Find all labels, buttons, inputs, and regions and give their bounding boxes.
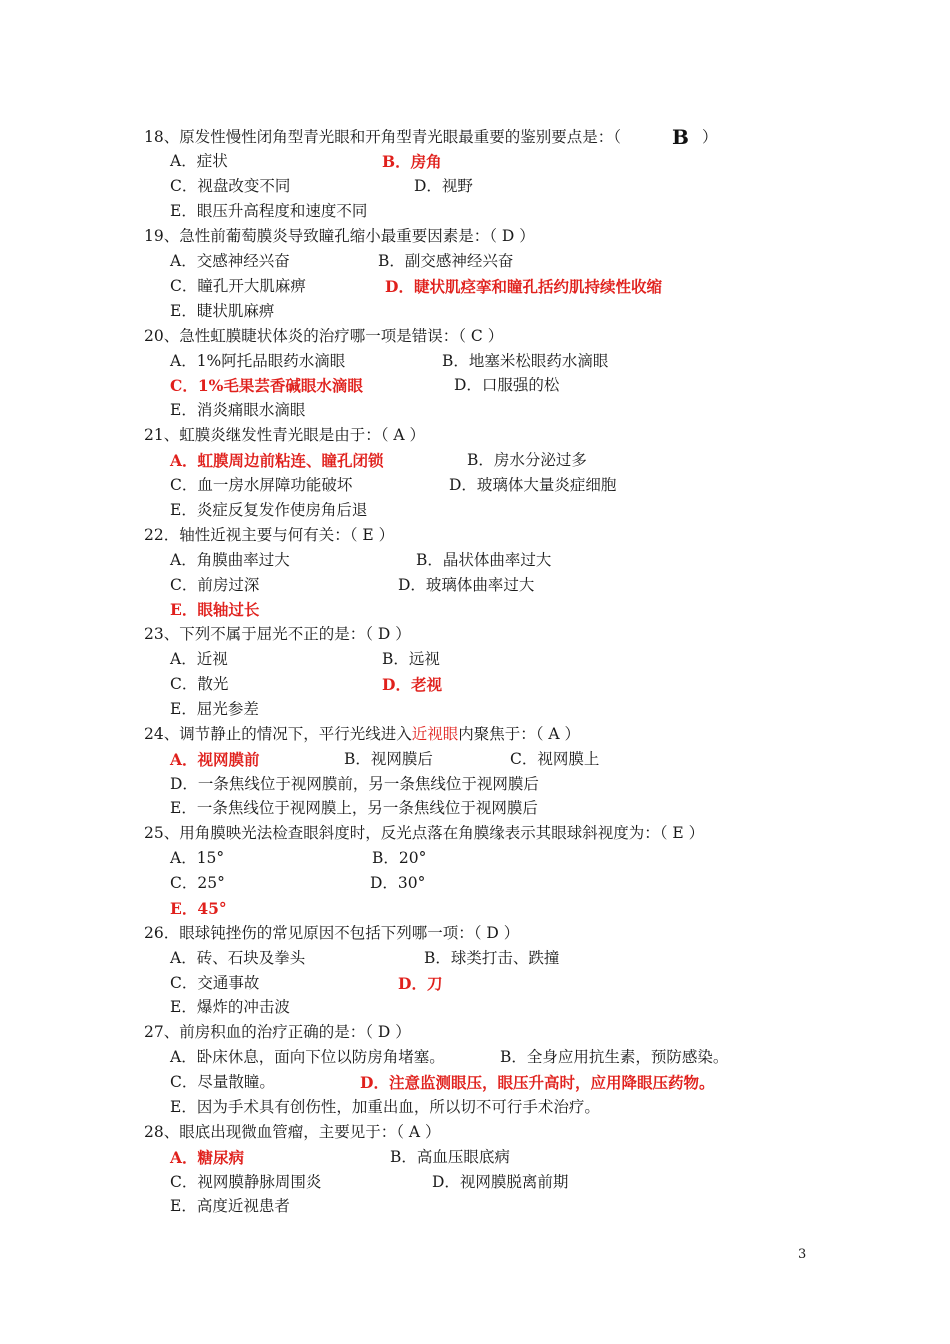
question-26-stem [0,921,950,946]
option-e-correct: E．眼轴过长 [170,600,260,619]
option-b: B．视网膜后 [344,750,433,768]
option-a-correct: A．糖尿病 [170,1148,245,1167]
question-27-options-cd [0,1070,950,1095]
option-e: E．炎症反复发作使房角后退 [170,501,368,519]
option-e: E．眼压升高程度和速度不同 [170,202,368,220]
question-stem-text: 25、用角膜映光法检查眼斜度时，反光点落在角膜缘表示其眼球斜视度为：（ E ） [144,824,705,842]
option-e: E．一条焦线位于视网膜上，另一条焦线位于视网膜后 [170,799,538,817]
question-21-options-ab [0,448,950,473]
question-27-option-e [0,1095,950,1120]
question-25-option-e [0,896,950,921]
option-a: A．交感神经兴奋 [170,252,290,270]
option-c: C．视网膜上 [510,750,600,768]
option-d-correct: D．刀 [398,974,443,993]
option-c: C．散光 [170,675,229,693]
option-b: B．球类打击、跌撞 [424,949,560,967]
question-27-stem [0,1020,950,1045]
question-24-option-e [0,796,950,821]
question-18-stem [0,125,950,150]
highlighted-term: 近视眼 [411,725,459,743]
page-number: 3 [798,1247,807,1262]
option-a: A．角膜曲率过大 [170,551,290,569]
option-a-correct: A．视网膜前 [170,750,260,769]
option-a: A．卧床休息，面向下位以防房角堵塞。 [170,1048,445,1066]
option-c: C．交通事故 [170,974,260,992]
option-c: C．尽量散瞳。 [170,1073,275,1091]
option-c: C．前房过深 [170,576,260,594]
question-19-option-e [0,299,950,324]
question-21-stem [0,423,950,448]
option-b: B．房水分泌过多 [467,451,587,469]
question-25-options-cd [0,871,950,896]
option-b: B．副交感神经兴奋 [378,252,514,270]
option-d: D．玻璃体曲率过大 [398,576,535,594]
question-stem-text: 22．轴性近视主要与何有关：（ E ） [144,526,395,544]
question-28-stem [0,1120,950,1145]
option-e-correct: E．45° [170,899,227,918]
option-e: E．消炎痛眼水滴眼 [170,401,306,419]
question-stem-text: 26．眼球钝挫伤的常见原因不包括下列哪一项：（ D ） [144,924,520,942]
question-22-options-cd [0,573,950,598]
option-e: E．屈光参差 [170,700,259,718]
question-19-stem [0,224,950,249]
option-c: C．视盘改变不同 [170,177,291,195]
option-e: E．因为手术具有创伤性，加重出血，所以切不可行手术治疗。 [170,1098,600,1116]
question-19-options-ab [0,249,950,274]
question-22-options-ab [0,548,950,573]
option-c: C．25° [170,874,225,892]
question-25-stem [0,821,950,846]
option-a-correct: A．虹膜周边前粘连、瞳孔闭锁 [170,451,384,470]
option-d-correct: D．老视 [382,675,442,694]
question-20-option-e [0,398,950,423]
question-stem-text: 20、急性虹膜睫状体炎的治疗哪一项是错误：（ C ） [144,327,504,345]
question-stem-text [144,722,580,747]
question-stem-text: 18、原发性慢性闭角型青光眼和开角型青光眼最重要的鉴别要点是：（ [144,128,621,146]
question-23-options-cd [0,672,950,697]
question-23-options-ab [0,647,950,672]
question-24-option-d [0,772,950,797]
question-28-options-ab [0,1145,950,1170]
question-18-option-e [0,199,950,224]
option-d: D．30° [370,874,426,892]
question-26-options-ab [0,946,950,971]
question-20-options-cd [0,373,950,398]
question-28-options-cd [0,1170,950,1195]
question-23-stem [0,622,950,647]
question-stem-text: 19、急性前葡萄膜炎导致瞳孔缩小最重要因素是：（ D ） [144,227,535,245]
question-18-options-cd [0,174,950,199]
stem-text-pre: 24、调节静止的情况下，平行光线进入 [144,725,412,743]
option-c: C．瞳孔开大肌麻痹 [170,277,306,295]
question-23-option-e [0,697,950,722]
option-b: B．远视 [382,650,440,668]
option-d: D．口服强的松 [454,376,560,394]
option-c: C．视网膜静脉周围炎 [170,1173,322,1191]
option-c-correct: C．1%毛果芸香碱眼水滴眼 [170,376,363,395]
question-20-stem [0,324,950,349]
question-22-stem [0,523,950,548]
stem-close-paren: ） [702,128,718,146]
option-d: D．玻璃体大量炎症细胞 [449,476,617,494]
question-stem-text: 21、虹膜炎继发性青光眼是由于：（ A ） [144,426,426,444]
question-stem-text: 23、下列不属于屈光不正的是：（ D ） [144,625,411,643]
question-19-options-cd [0,274,950,299]
option-e: E．睫状肌麻痹 [170,302,275,320]
option-d: D．视野 [414,177,473,195]
question-24-options-abc [0,747,950,772]
question-28-option-e [0,1194,950,1219]
option-d: D．视网膜脱离前期 [432,1173,569,1191]
question-21-options-cd [0,473,950,498]
option-d: D．一条焦线位于视网膜前，另一条焦线位于视网膜后 [170,775,539,793]
option-a: A．砖、石块及拳头 [170,949,306,967]
option-e: E．高度近视患者 [170,1197,290,1215]
question-26-options-cd [0,971,950,996]
option-e: E．爆炸的冲击波 [170,998,290,1016]
stem-text-post: 内聚焦于：（ A ） [458,725,581,743]
option-a: A．15° [170,849,225,867]
answer-letter: B [672,125,689,149]
question-18-options-ab [0,149,950,174]
option-a: A．症状 [170,152,228,170]
question-25-options-ab [0,846,950,871]
question-22-option-e [0,597,950,622]
question-24-stem [0,722,950,747]
option-b: B．高血压眼底病 [390,1148,510,1166]
option-a: A．近视 [170,650,228,668]
option-c: C．血一房水屏障功能破坏 [170,476,353,494]
question-20-options-ab [0,349,950,374]
option-b: B．20° [372,849,427,867]
question-21-option-e [0,498,950,523]
option-b: B．地塞米松眼药水滴眼 [442,352,609,370]
option-a: A．1%阿托品眼药水滴眼 [170,352,346,370]
question-26-option-e [0,995,950,1020]
question-stem-text: 27、前房积血的治疗正确的是：（ D ） [144,1023,411,1041]
option-d-correct: D．注意监测眼压，眼压升高时，应用降眼压药物。 [360,1073,715,1092]
option-b: B．全身应用抗生素，预防感染。 [500,1048,729,1066]
option-b: B．晶状体曲率过大 [416,551,552,569]
option-b-correct: B．房角 [382,152,442,171]
option-d-correct: D．睫状肌痉挛和瞳孔括约肌持续性收缩 [385,277,662,296]
question-27-options-ab [0,1045,950,1070]
question-stem-text: 28、眼底出现微血管瘤，主要见于：（ A ） [144,1123,441,1141]
